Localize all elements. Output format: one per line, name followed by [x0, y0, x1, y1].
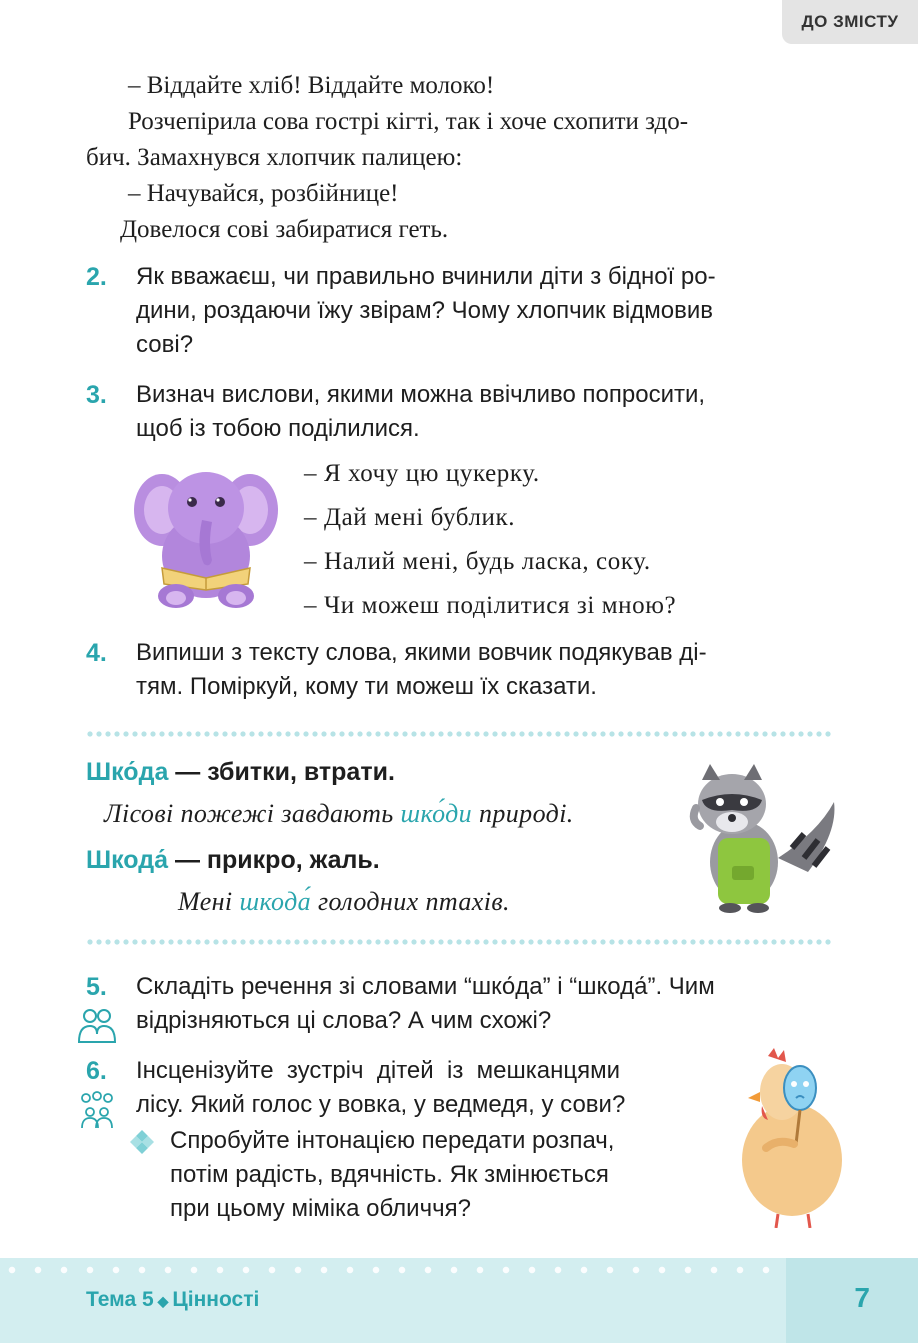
task-6-subtask	[128, 1124, 728, 1226]
group-work-icon	[76, 1088, 118, 1130]
task-text	[136, 378, 846, 446]
topic-number: Тема 5	[86, 1288, 154, 1311]
elephant-illustration	[132, 460, 280, 610]
task-line: Інсценізуйте зустріч дітей із мешканцями	[136, 1057, 621, 1084]
table-of-contents-tab[interactable]: ДО ЗМІСТУ	[782, 0, 918, 44]
task-number: 6.	[86, 1057, 107, 1085]
task-4	[86, 636, 846, 704]
ornament-divider	[86, 938, 834, 946]
page-number-box	[786, 1258, 918, 1343]
task-number: 2.	[86, 263, 107, 291]
story-line: Довелося сові забиратися геть.	[120, 216, 449, 243]
phrase-list	[304, 452, 824, 628]
vocab-example-1	[86, 796, 686, 832]
task-number: 3.	[86, 381, 107, 409]
task-line: Випиши з тексту слова, якими вовчик подякував ді-	[136, 639, 707, 666]
example-text: Лісові пожежі завдають	[104, 799, 401, 828]
phrase-item: – Дай мені бублик.	[304, 504, 516, 531]
raccoon-illustration	[688, 762, 838, 914]
task-line: щоб із тобою поділилися.	[136, 415, 420, 442]
story-line: бич. Замахнувся хлопчик палицею:	[86, 144, 463, 171]
task-5	[86, 970, 846, 1038]
story-line: – Віддайте хліб! Віддайте молоко!	[128, 72, 495, 99]
phrase-item: – Налий мені, будь ласка, соку.	[304, 548, 651, 575]
page-footer	[0, 1258, 918, 1343]
task-number: 4.	[86, 639, 107, 667]
task-line: дини, роздаючи їжу звірам? Чому хлопчик відмовив	[136, 297, 713, 324]
task-line: Визнач вислови, якими можна ввічливо попросити,	[136, 381, 706, 408]
task-6	[86, 1054, 726, 1122]
task-number: 5.	[86, 973, 107, 1001]
subtask-text	[170, 1124, 728, 1226]
phrase-item: – Чи можеш поділитися зі мною?	[304, 592, 677, 619]
example-text: голодних птахів.	[311, 887, 510, 916]
term-word: Шко́да	[86, 758, 169, 786]
term-definition: — прикро, жаль.	[168, 846, 380, 874]
footer-topic[interactable]	[86, 1288, 259, 1312]
story-line: Розчепірила сова гострі кігті, так і хоче схопити здо-	[128, 108, 689, 135]
task-line: відрізняються ці слова? А чим схожі?	[136, 1007, 552, 1034]
vocabulary-block	[86, 754, 686, 920]
subtask-line: Спробуйте інтонацією передати розпач,	[170, 1127, 615, 1154]
task-text	[136, 970, 846, 1038]
task-line: Як вважаєш, чи правильно вчинили діти з бідної ро-	[136, 263, 716, 290]
subtask-line: потім радість, вдячність. Як змінюється	[170, 1161, 609, 1188]
footer-ornament	[0, 1258, 918, 1282]
task-text	[136, 260, 846, 362]
diamond-bullet-icon	[128, 1128, 156, 1156]
example-highlight: шко́ди	[400, 799, 473, 828]
task-line: тям. Поміркуй, кому ти можеш їх сказати.	[136, 673, 597, 700]
task-line: сові?	[136, 331, 194, 358]
chicken-with-mask-illustration	[738, 1048, 848, 1228]
task-text	[136, 636, 846, 704]
term-definition: — збитки, втрати.	[168, 758, 395, 786]
example-text: природі.	[472, 799, 574, 828]
vocab-example-2	[86, 884, 686, 920]
story-line: – Начувайся, розбійнице!	[128, 180, 399, 207]
vocab-term-1	[86, 754, 686, 790]
subtask-line: при цьому міміка обличчя?	[170, 1195, 471, 1222]
story-text	[86, 68, 846, 248]
example-text: Мені	[178, 887, 240, 916]
term-word: Шкода́	[86, 846, 169, 874]
task-text	[136, 1054, 726, 1122]
ornament-divider	[86, 730, 834, 738]
task-2	[86, 260, 846, 362]
task-line: лісу. Який голос у вовка, у ведмедя, у сови?	[136, 1091, 626, 1118]
pair-work-icon	[76, 1004, 118, 1046]
vocab-term-2	[86, 842, 686, 878]
task-line: Складіть речення зі словами “шко́да” і “шкода́”. Чим	[136, 973, 715, 1000]
task-3	[86, 378, 846, 446]
topic-name: Цінності	[172, 1288, 260, 1311]
diamond-separator-icon: ◆	[157, 1293, 169, 1309]
page-number: 7	[854, 1282, 870, 1313]
phrase-item: – Я хочу цю цукерку.	[304, 460, 540, 487]
example-highlight: шкода́	[239, 887, 312, 916]
